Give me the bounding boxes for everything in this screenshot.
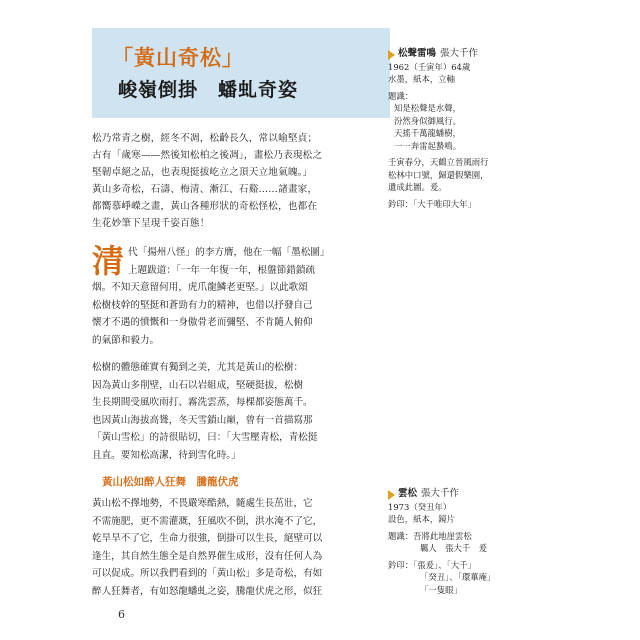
page-number: 6	[118, 608, 125, 621]
body-line: 可以促成。所以我們看到的「黃山松」多是奇松，有如	[92, 568, 323, 579]
note-line: 壬寅春分，天鶴立晉風雨行	[388, 157, 489, 167]
caption-marker-icon	[388, 490, 395, 500]
body-line: 「黃山雪松」的詩很貼切，曰：「大雪壓青松，青松挺	[92, 432, 318, 443]
caption-year: 1962（壬寅年）64歲	[388, 61, 471, 72]
caption-inscription-label: 題識：	[388, 530, 414, 541]
body-line: 松樹的體態確實有獨到之美，尤其是黃山的松樹：	[92, 362, 304, 373]
body-line: 不需施肥，更不需灌溉，狂風吹不倒，洪水淹不了它，	[92, 515, 323, 527]
drop-cap: 清	[92, 242, 125, 280]
body-line: 懷才不遇的憤慨和一身傲骨老而彌堅、不肯隨人俯仰	[92, 317, 313, 328]
caption-header	[388, 48, 510, 61]
caption-year: 1973（癸丑年）	[388, 501, 452, 512]
caption-artist: 張大千作	[421, 488, 460, 499]
caption-seal: 鈐印：「大千唯印大年」	[388, 198, 476, 209]
caption-artist: 張大千作	[440, 48, 479, 59]
caption-title: 松聲雷鳴	[398, 48, 437, 59]
body-line: 松樹枝幹的堅挺和蒼勁有力的精神，也借以抒發自己	[92, 299, 313, 311]
poem-line: 知是松聲是水聲，	[394, 103, 461, 113]
caption-seal-label: 鈐印：	[388, 559, 414, 570]
body-line: 代「揚州八怪」的李方膺，他在一幅「墨松圖」	[128, 247, 330, 258]
note-line: 遺成此圖。爰。	[388, 182, 447, 192]
seal-line: 「張爰」、「大千」	[413, 559, 476, 570]
seal-line: 「一隻眼」	[420, 584, 462, 595]
caption-pine-thunder	[388, 48, 510, 210]
caption-title: 雲松	[398, 488, 418, 499]
intro-line: 松乃常青之樹，經冬不凋，松齡長久，常以喻堅貞；	[92, 133, 318, 144]
inscription-line: 吾將此地崖雲松	[413, 530, 472, 541]
body-line: 也因黃山海拔高聳，冬天雪鎖山巔，曾有一首描寫那	[92, 414, 313, 426]
title-box	[92, 28, 390, 118]
poem-line: 天搖千萬龍蟠樹，	[394, 128, 461, 138]
seal-line: 「癸丑」、「環蓽庵」	[420, 572, 496, 582]
caption-medium: 水墨，紙本，立軸	[388, 74, 455, 84]
body-line: 黃山松不擇地勢，不畏嚴寒酷熱，隨處生長茁壯，它	[92, 498, 313, 509]
caption-inscription-label: 題識：	[388, 90, 414, 101]
body-line: 且直。要知松高潔，待到雪化時。」	[92, 449, 241, 461]
body-line: 醉人狂舞者，有如怒龍蟠虬之姿，騰龍伏虎之形，似狂	[92, 585, 323, 597]
caption-inscription	[388, 530, 510, 555]
intro-paragraph	[92, 130, 390, 232]
body-line: 的氣節和毅力。	[92, 334, 160, 346]
paragraph-pine-shape	[92, 359, 390, 464]
caption-poem	[394, 102, 510, 152]
body-line: 上題跋道：「一年一年復一年，根盤節錯鎖疏	[128, 264, 316, 276]
caption-medium: 設色，紙本，鏡片	[388, 514, 455, 524]
page	[92, 28, 612, 628]
paragraph-huangshan-pine	[92, 495, 390, 600]
caption-seals	[388, 559, 510, 597]
body-line: 乾旱旱不了它，生命力很強，倒掛可以生長，絕壁可以	[92, 533, 323, 544]
main-column	[92, 28, 390, 600]
intro-line: 堅韌卓絕之品，也表現挺拔屹立之頂天立地氣魄。」	[92, 167, 313, 178]
caption-note	[388, 156, 510, 194]
body-line: 逢生，其自然生態全是自然界催生成形，沒有任何人為	[92, 550, 323, 562]
inscription-line: 羈人 張大千 爰	[420, 543, 487, 553]
paragraph-li-fangying	[92, 244, 390, 349]
poem-line: 一一奔雷起蟄鳴。	[394, 140, 461, 151]
caption-marker-icon	[388, 50, 395, 60]
caption-cloud-pine	[388, 488, 510, 596]
body-line: 生長期間受風吹雨打、霧洗雲蒸，每棵都姿態萬千。	[92, 397, 313, 408]
intro-line: 古有「歲寒——然後知松柏之後凋」，畫松乃表現松之	[92, 150, 323, 161]
intro-line: 黃山多奇松，石濤、梅清、漸江、石谿……諸畫家，	[92, 184, 318, 195]
intro-line: 都嚮慕崢嶸之畫，黃山各種形狀的奇松怪松，也都在	[92, 201, 318, 212]
intro-line: 生花妙筆下呈現千姿百態！	[92, 218, 210, 229]
body-line: 因為黃山多削壁，山石以岩組成，堅硬挺拔，松樹	[92, 379, 304, 391]
note-line: 松林中口號，歸還假樂園，	[388, 169, 489, 180]
body-line: 烟。不知天意留何用，虎爪龍鱗老更堅。」以此歌頌	[92, 282, 308, 293]
caption-header	[388, 488, 510, 501]
section-subhead: 黃山松如醉人狂舞 騰龍伏虎	[102, 476, 239, 488]
poem-line: 汾然身似御風行。	[394, 115, 461, 126]
page-subtitle: 峻嶺倒掛 蟠虬奇姿	[118, 79, 299, 101]
page-title: 「黃山奇松」	[112, 46, 244, 70]
